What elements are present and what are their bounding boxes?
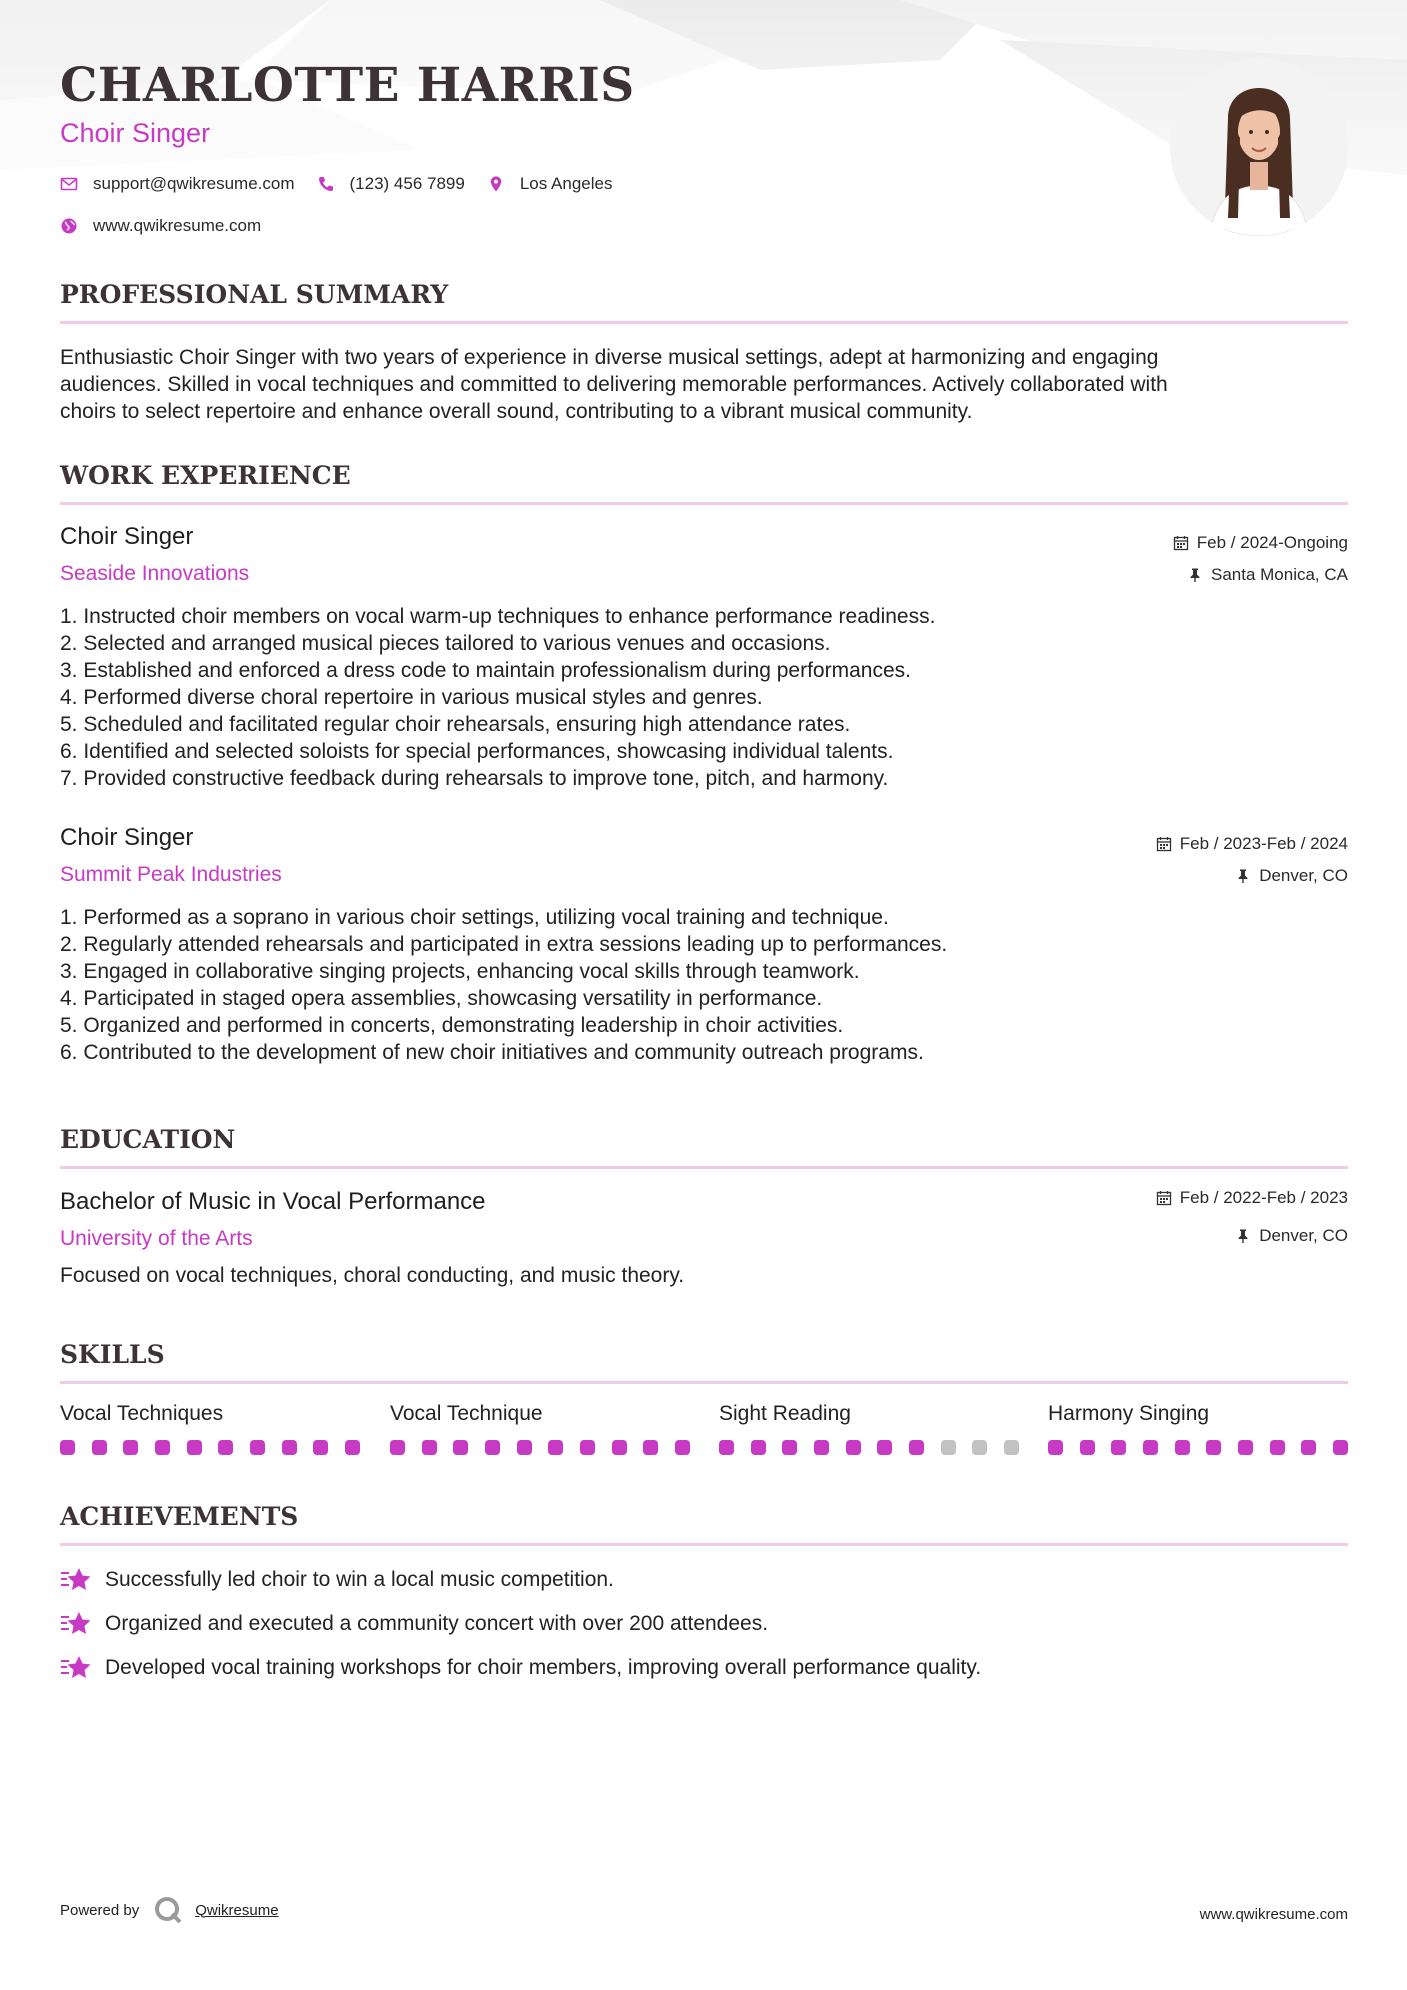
summary-line: audiences. Skilled in vocal techniques and committed to delivering memorable performances. Actively collaborated with	[60, 373, 1168, 396]
education-degree: Bachelor of Music in Vocal Performance	[60, 1188, 486, 1215]
skill-dot-empty	[1004, 1440, 1019, 1455]
list-item	[60, 1566, 614, 1594]
job-duties-list	[60, 603, 1348, 792]
skill-dot-filled	[92, 1440, 107, 1455]
contact-phone[interactable]	[317, 174, 465, 194]
skill-rating	[719, 1440, 1019, 1455]
skill-dot-filled	[909, 1440, 924, 1455]
skill-name: Harmony Singing	[1048, 1402, 1210, 1425]
job-location	[1235, 866, 1348, 886]
email-text: support@qwikresume.com	[93, 174, 295, 193]
job-dates	[1173, 533, 1348, 553]
list-item: 4. Participated in staged opera assemblies, showcasing versatility in performance.	[60, 987, 823, 1010]
list-item: 4. Performed diverse choral repertoire in various musical styles and genres.	[60, 686, 763, 709]
education-dates	[1156, 1188, 1348, 1208]
skill-dot-filled	[1238, 1440, 1253, 1455]
skill-dot-filled	[751, 1440, 766, 1455]
list-item	[60, 1610, 768, 1638]
skill-dot-filled	[846, 1440, 861, 1455]
skill-dot-filled	[517, 1440, 532, 1455]
skill-dot-filled	[1143, 1440, 1158, 1455]
footer-powered-by	[60, 1895, 279, 1925]
summary-heading: PROFESSIONAL SUMMARY	[60, 280, 449, 309]
job-dates	[1156, 834, 1348, 854]
list-item: 5. Organized and performed in concerts, demonstrating leadership in choir activities.	[60, 1014, 844, 1037]
skill-item	[390, 1402, 690, 1455]
job-company: Summit Peak Industries	[60, 863, 282, 886]
education-location-text: Denver, CO	[1259, 1226, 1348, 1245]
education-heading: EDUCATION	[60, 1125, 236, 1154]
skill-dot-filled	[313, 1440, 328, 1455]
phone-icon	[317, 175, 335, 193]
skill-rating	[390, 1440, 690, 1455]
list-item: 6. Contributed to the development of new choir initiatives and community outreach programs.	[60, 1041, 924, 1064]
skill-dot-filled	[580, 1440, 595, 1455]
candidate-role: Choir Singer	[60, 118, 211, 148]
skill-dot-filled	[814, 1440, 829, 1455]
skill-dot-filled	[218, 1440, 233, 1455]
calendar-icon	[1156, 836, 1172, 852]
candidate-name: CHARLOTTE HARRIS	[60, 58, 635, 113]
achievement-text: Organized and executed a community concert with over 200 attendees.	[105, 1612, 769, 1635]
skill-dot-filled	[345, 1440, 360, 1455]
skill-dot-filled	[719, 1440, 734, 1455]
list-item: 6. Identified and selected soloists for special performances, showcasing individual talents.	[60, 740, 894, 763]
skill-item	[1048, 1402, 1348, 1455]
skill-dot-filled	[1301, 1440, 1316, 1455]
calendar-icon	[1173, 535, 1189, 551]
list-item: 2. Regularly attended rehearsals and participated in extra sessions leading up to performances.	[60, 933, 948, 956]
skill-dot-filled	[1111, 1440, 1126, 1455]
skill-dot-filled	[1080, 1440, 1095, 1455]
job-title: Choir Singer	[60, 523, 194, 550]
skill-dot-filled	[123, 1440, 138, 1455]
education-school: University of the Arts	[60, 1227, 253, 1250]
skill-dot-filled	[60, 1440, 75, 1455]
skills-divider	[60, 1381, 1348, 1384]
job-dates-text: Feb / 2024-Ongoing	[1196, 533, 1348, 552]
job-location-text: Santa Monica, CA	[1210, 565, 1348, 584]
powered-by-label: Powered by	[60, 1901, 140, 1919]
envelope-icon	[60, 175, 78, 193]
skill-dot-filled	[1048, 1440, 1063, 1455]
contact-website[interactable]	[60, 216, 261, 236]
pushpin-icon	[1235, 1228, 1251, 1244]
skill-dot-empty	[972, 1440, 987, 1455]
skill-dot-filled	[548, 1440, 563, 1455]
education-location	[1235, 1226, 1348, 1246]
summary-text	[60, 344, 1348, 425]
job-dates-text: Feb / 2023-Feb / 2024	[1179, 834, 1348, 853]
skills-heading: SKILLS	[60, 1340, 165, 1369]
skill-dot-empty	[941, 1440, 956, 1455]
skill-dot-filled	[1175, 1440, 1190, 1455]
pushpin-icon	[1235, 868, 1251, 884]
experience-heading: WORK EXPERIENCE	[60, 461, 351, 490]
education-dates-text: Feb / 2022-Feb / 2023	[1179, 1188, 1348, 1207]
job-company: Seaside Innovations	[60, 562, 250, 585]
star-award-icon	[60, 1566, 92, 1594]
skill-dot-filled	[155, 1440, 170, 1455]
list-item: 5. Scheduled and facilitated regular choir rehearsals, ensuring high attendance rates.	[60, 713, 851, 736]
skill-name: Sight Reading	[719, 1402, 851, 1425]
skill-item	[60, 1402, 360, 1455]
list-item: 3. Established and enforced a dress code to maintain professionalism during performances.	[60, 659, 911, 682]
skill-dot-filled	[422, 1440, 437, 1455]
skill-name: Vocal Techniques	[60, 1402, 224, 1425]
job-location	[1187, 565, 1348, 585]
contact-email[interactable]	[60, 174, 295, 194]
map-pin-icon	[487, 175, 505, 193]
list-item: 3. Engaged in collaborative singing projects, enhancing vocal skills through teamwork.	[60, 960, 860, 983]
achievements-divider	[60, 1543, 1348, 1546]
profile-photo	[1170, 58, 1348, 236]
contact-website-row	[60, 216, 283, 236]
qwikresume-link[interactable]: Qwikresume	[195, 1901, 279, 1919]
skill-dot-filled	[390, 1440, 405, 1455]
qwikresume-logo-icon	[153, 1895, 183, 1925]
skill-dot-filled	[1333, 1440, 1348, 1455]
skill-dot-filled	[187, 1440, 202, 1455]
education-description: Focused on vocal techniques, choral conducting, and music theory.	[60, 1264, 685, 1287]
contact-row	[60, 174, 634, 194]
experience-divider	[60, 502, 1348, 505]
list-item: 1. Instructed choir members on vocal warm-up techniques to enhance performance readiness.	[60, 605, 936, 628]
summary-line: Enthusiastic Choir Singer with two years of experience in diverse musical settings, adept at harmonizing and engaging	[60, 346, 1159, 369]
list-item	[60, 1654, 981, 1682]
skill-rating	[1048, 1440, 1348, 1455]
summary-divider	[60, 321, 1348, 324]
skill-dot-filled	[453, 1440, 468, 1455]
skill-rating	[60, 1440, 360, 1455]
skill-dot-filled	[1206, 1440, 1221, 1455]
achievement-text: Successfully led choir to win a local music competition.	[105, 1568, 614, 1591]
footer-website-link[interactable]: www.qwikresume.com	[1199, 1906, 1348, 1923]
skill-dot-filled	[485, 1440, 500, 1455]
pushpin-icon	[1187, 567, 1203, 583]
calendar-icon	[1156, 1190, 1172, 1206]
list-item: 1. Performed as a soprano in various choir settings, utilizing vocal training and technique.	[60, 906, 889, 929]
phone-text: (123) 456 7899	[349, 174, 465, 193]
location-text: Los Angeles	[519, 174, 613, 193]
list-item: 2. Selected and arranged musical pieces tailored to various venues and occasions.	[60, 632, 831, 655]
achievement-text: Developed vocal training workshops for choir members, improving overall performance quality.	[105, 1656, 982, 1679]
education-divider	[60, 1166, 1348, 1169]
star-award-icon	[60, 1654, 92, 1682]
profile-portrait-icon	[1170, 58, 1348, 236]
skill-dot-filled	[612, 1440, 627, 1455]
skill-dot-filled	[250, 1440, 265, 1455]
contact-location	[487, 174, 613, 194]
skill-item	[719, 1402, 1019, 1455]
star-award-icon	[60, 1610, 92, 1638]
list-item: 7. Provided constructive feedback during rehearsals to improve tone, pitch, and harmony.	[60, 767, 889, 790]
skill-name: Vocal Technique	[390, 1402, 543, 1425]
website-text: www.qwikresume.com	[93, 216, 262, 235]
skill-dot-filled	[1270, 1440, 1285, 1455]
job-title: Choir Singer	[60, 824, 194, 851]
skill-dot-filled	[675, 1440, 690, 1455]
skill-dot-filled	[282, 1440, 297, 1455]
globe-icon	[60, 217, 78, 235]
skill-dot-filled	[877, 1440, 892, 1455]
job-duties-list	[60, 904, 1348, 1066]
skill-dot-filled	[782, 1440, 797, 1455]
job-location-text: Denver, CO	[1259, 866, 1348, 885]
summary-line: choirs to select repertoire and enhance overall sound, contributing to a vibrant musical community.	[60, 400, 973, 423]
achievements-heading: ACHIEVEMENTS	[60, 1502, 299, 1531]
skill-dot-filled	[643, 1440, 658, 1455]
